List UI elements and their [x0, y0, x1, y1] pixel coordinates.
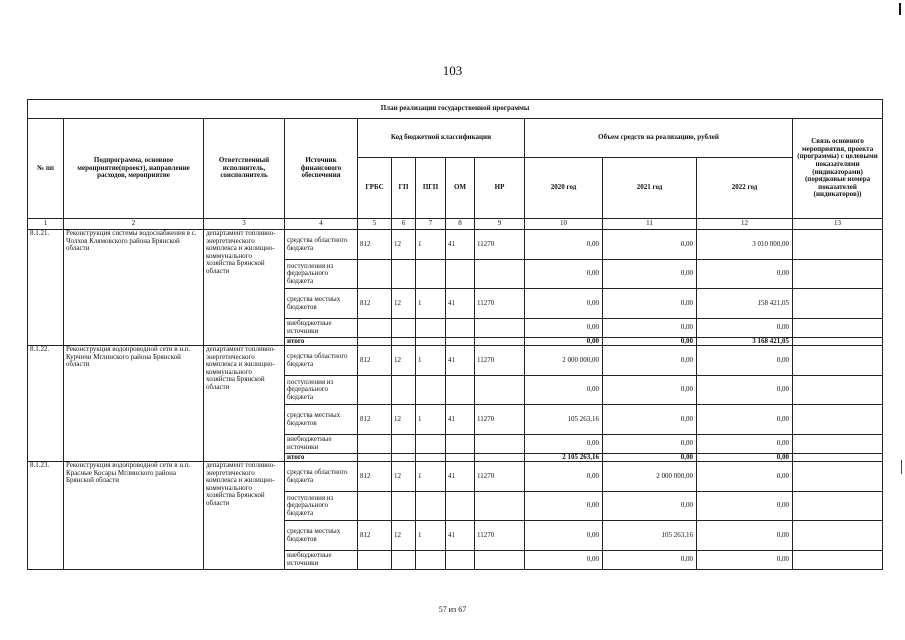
source-local: средства местных бюджетов	[285, 521, 358, 551]
code-om: 41	[446, 289, 475, 319]
code-pgp: 1	[416, 405, 446, 435]
column-index: 10	[525, 219, 603, 230]
amount-2021: 0,00	[603, 405, 697, 435]
code-gp: 12	[392, 230, 416, 260]
header-responsible: Ответственный исполнитель, соисполнитель	[204, 119, 285, 219]
code-grbs	[358, 319, 392, 338]
code-pgp: 1	[416, 230, 446, 260]
column-index: 8	[446, 219, 475, 230]
amount-2022: 0,00	[697, 462, 793, 492]
code-np	[475, 260, 525, 289]
source-federal: поступления из федерального бюджета	[285, 376, 358, 405]
code-gp	[392, 551, 416, 570]
code-pgp	[416, 338, 446, 346]
amount-2022: 0,00	[697, 521, 793, 551]
page-number: 103	[442, 63, 463, 78]
code-pgp	[416, 435, 446, 454]
code-gp	[392, 492, 416, 521]
source-extra: внебюджетные источники	[285, 551, 358, 570]
amount-2020: 0,00	[525, 338, 603, 346]
code-om: 41	[446, 521, 475, 551]
amount-2022: 0,00	[697, 260, 793, 289]
source-regional: средства областного бюджета	[285, 462, 358, 492]
header-pgp: ПГП	[416, 158, 446, 219]
amount-2020: 105 263,16	[525, 405, 603, 435]
amount-2020: 2 000 000,00	[525, 346, 603, 376]
indicator-link	[793, 521, 883, 551]
amount-2022: 3 010 000,00	[697, 230, 793, 260]
amount-2022: 3 168 421,05	[697, 338, 793, 346]
code-om	[446, 551, 475, 570]
amount-2021: 0,00	[603, 376, 697, 405]
amount-2021: 0,00	[603, 551, 697, 570]
amount-2022: 0,00	[697, 435, 793, 454]
program-plan-table	[27, 99, 883, 570]
code-grbs	[358, 551, 392, 570]
code-grbs: 812	[358, 346, 392, 376]
code-np	[475, 338, 525, 346]
amount-2021: 0,00	[603, 346, 697, 376]
amount-2020: 0,00	[525, 551, 603, 570]
source-total: итого	[285, 338, 358, 346]
header-om: ОМ	[446, 158, 475, 219]
code-om	[446, 319, 475, 338]
code-gp: 12	[392, 289, 416, 319]
amount-2022: 0,00	[697, 551, 793, 570]
header-2022: 2022 год	[697, 158, 793, 219]
header-volume: Объем средств на реализацию, рублей	[525, 119, 793, 158]
code-grbs	[358, 338, 392, 346]
column-index: 7	[416, 219, 446, 230]
code-gp	[392, 260, 416, 289]
amount-2022: 0,00	[697, 376, 793, 405]
code-om: 41	[446, 462, 475, 492]
measure-name: Реконструкция водопроводной сети в н.п. Курчичи Мглинского района Брянской области	[64, 346, 204, 462]
indicator-link	[793, 346, 883, 376]
code-gp	[392, 435, 416, 454]
amount-2020: 0,00	[525, 319, 603, 338]
row-number: 8.1.23.	[28, 462, 64, 570]
source-local: средства местных бюджетов	[285, 289, 358, 319]
indicator-link	[793, 551, 883, 570]
code-gp: 12	[392, 346, 416, 376]
code-pgp: 1	[416, 289, 446, 319]
measure-name: Реконструкция водопроводной сети в н.п. Красные Косары Мглинского района Брянской области	[64, 462, 204, 570]
responsible-executor: департамент топливно-энергетического комплекса и жилищно-коммунального хозяйства Брянской области	[204, 346, 285, 462]
amount-2021: 0,00	[603, 319, 697, 338]
header-gp: ГП	[392, 158, 416, 219]
code-np: 11270	[475, 346, 525, 376]
code-om	[446, 454, 475, 462]
header-grbs: ГРБС	[358, 158, 392, 219]
header-name: Подпрограмма, основное мероприятие(проект), направление расходов, мероприятие	[64, 119, 204, 219]
amount-2022: 0,00	[697, 492, 793, 521]
table-title: План реализации государственной программы	[28, 100, 883, 119]
responsible-executor: департамент топливно-энергетического комплекса и жилищно-коммунального хозяйства Брянской области	[204, 462, 285, 570]
indicator-link	[793, 289, 883, 319]
code-grbs	[358, 260, 392, 289]
header-2021: 2021 год	[603, 158, 697, 219]
code-pgp	[416, 454, 446, 462]
indicator-link	[793, 492, 883, 521]
column-index: 1	[28, 219, 64, 230]
table-row	[28, 346, 883, 376]
source-federal: поступления из федерального бюджета	[285, 260, 358, 289]
source-local: средства местных бюджетов	[285, 405, 358, 435]
amount-2020: 0,00	[525, 260, 603, 289]
header-budget-code: Код бюджетной классификации	[358, 119, 525, 158]
code-om	[446, 376, 475, 405]
source-extra: внебюджетные источники	[285, 435, 358, 454]
column-index: 2	[64, 219, 204, 230]
code-pgp	[416, 260, 446, 289]
code-np	[475, 454, 525, 462]
amount-2020: 0,00	[525, 230, 603, 260]
indicator-link	[793, 319, 883, 338]
code-grbs	[358, 435, 392, 454]
column-index: 13	[793, 219, 883, 230]
header-num: № пп	[28, 119, 64, 219]
code-gp: 12	[392, 521, 416, 551]
header-link: Связь основного мероприятия, проекта (программы) с целевыми показателями (индикаторами) (порядковые номера показателей (индикаторов))	[793, 119, 883, 219]
code-gp	[392, 338, 416, 346]
amount-2022: 0,00	[697, 454, 793, 462]
code-np	[475, 551, 525, 570]
code-np: 11270	[475, 521, 525, 551]
responsible-executor: департамент топливно-энергетического комплекса и жилищно-коммунального хозяйства Брянской области	[204, 230, 285, 346]
column-index-row	[28, 219, 883, 230]
source-extra: внебюджетные источники	[285, 319, 358, 338]
code-np: 11270	[475, 462, 525, 492]
amount-2022: 0,00	[697, 319, 793, 338]
code-pgp	[416, 492, 446, 521]
code-grbs	[358, 376, 392, 405]
scan-edge-mark	[899, 3, 901, 15]
code-grbs: 812	[358, 521, 392, 551]
code-grbs: 812	[358, 230, 392, 260]
indicator-link	[793, 376, 883, 405]
header-2020: 2020 год	[525, 158, 603, 219]
amount-2021: 0,00	[603, 454, 697, 462]
column-index: 9	[475, 219, 525, 230]
amount-2021: 105 263,16	[603, 521, 697, 551]
row-number: 8.1.21.	[28, 230, 64, 346]
indicator-link	[793, 462, 883, 492]
column-index: 12	[697, 219, 793, 230]
amount-2022: 0,00	[697, 405, 793, 435]
amount-2020: 0,00	[525, 435, 603, 454]
amount-2021: 0,00	[603, 260, 697, 289]
code-om	[446, 260, 475, 289]
code-om: 41	[446, 405, 475, 435]
indicator-link	[793, 260, 883, 289]
amount-2020: 0,00	[525, 492, 603, 521]
code-gp	[392, 454, 416, 462]
indicator-link	[793, 405, 883, 435]
code-grbs	[358, 492, 392, 521]
indicator-link	[793, 338, 883, 346]
amount-2021: 0,00	[603, 230, 697, 260]
code-grbs	[358, 454, 392, 462]
code-np	[475, 319, 525, 338]
amount-2021: 0,00	[603, 435, 697, 454]
indicator-link	[793, 230, 883, 260]
amount-2020: 0,00	[525, 376, 603, 405]
measure-name: Реконструкция системы водоснабжения в с. Чолхов Клямовского района Брянской области	[64, 230, 204, 346]
code-grbs: 812	[358, 405, 392, 435]
amount-2020: 0,00	[525, 289, 603, 319]
column-index: 5	[358, 219, 392, 230]
program-plan-table-wrapper	[27, 99, 882, 570]
code-grbs: 812	[358, 462, 392, 492]
row-number: 8.1.22.	[28, 346, 64, 462]
table-row	[28, 230, 883, 260]
amount-2021: 2 000 000,00	[603, 462, 697, 492]
table-row	[28, 462, 883, 492]
source-total: итого	[285, 454, 358, 462]
code-np	[475, 376, 525, 405]
source-regional: средства областного бюджета	[285, 230, 358, 260]
amount-2020: 2 105 263,16	[525, 454, 603, 462]
code-om	[446, 338, 475, 346]
column-index: 3	[204, 219, 285, 230]
code-np	[475, 492, 525, 521]
code-om: 41	[446, 230, 475, 260]
code-om	[446, 435, 475, 454]
amount-2021: 0,00	[603, 289, 697, 319]
amount-2021: 0,00	[603, 492, 697, 521]
code-om	[446, 492, 475, 521]
amount-2022: 0,00	[697, 346, 793, 376]
indicator-link	[793, 435, 883, 454]
code-om: 41	[446, 346, 475, 376]
amount-2020: 0,00	[525, 521, 603, 551]
scan-edge-mark	[901, 460, 902, 474]
code-gp	[392, 319, 416, 338]
column-index: 11	[603, 219, 697, 230]
column-index: 6	[392, 219, 416, 230]
code-grbs: 812	[358, 289, 392, 319]
amount-2022: 158 421,05	[697, 289, 793, 319]
code-gp: 12	[392, 462, 416, 492]
code-pgp: 1	[416, 346, 446, 376]
code-np: 11270	[475, 405, 525, 435]
code-np: 11270	[475, 289, 525, 319]
source-regional: средства областного бюджета	[285, 346, 358, 376]
code-gp: 12	[392, 405, 416, 435]
column-index: 4	[285, 219, 358, 230]
page-footer: 57 из 67	[438, 605, 467, 614]
code-pgp	[416, 551, 446, 570]
code-pgp: 1	[416, 521, 446, 551]
code-pgp	[416, 376, 446, 405]
code-gp	[392, 376, 416, 405]
code-pgp: 1	[416, 462, 446, 492]
header-source: Источник финансового обеспечения	[285, 119, 358, 219]
amount-2021: 0,00	[603, 338, 697, 346]
indicator-link	[793, 454, 883, 462]
source-federal: поступления из федерального бюджета	[285, 492, 358, 521]
header-np: НР	[475, 158, 525, 219]
code-pgp	[416, 319, 446, 338]
code-np	[475, 435, 525, 454]
amount-2020: 0,00	[525, 462, 603, 492]
code-np: 11270	[475, 230, 525, 260]
